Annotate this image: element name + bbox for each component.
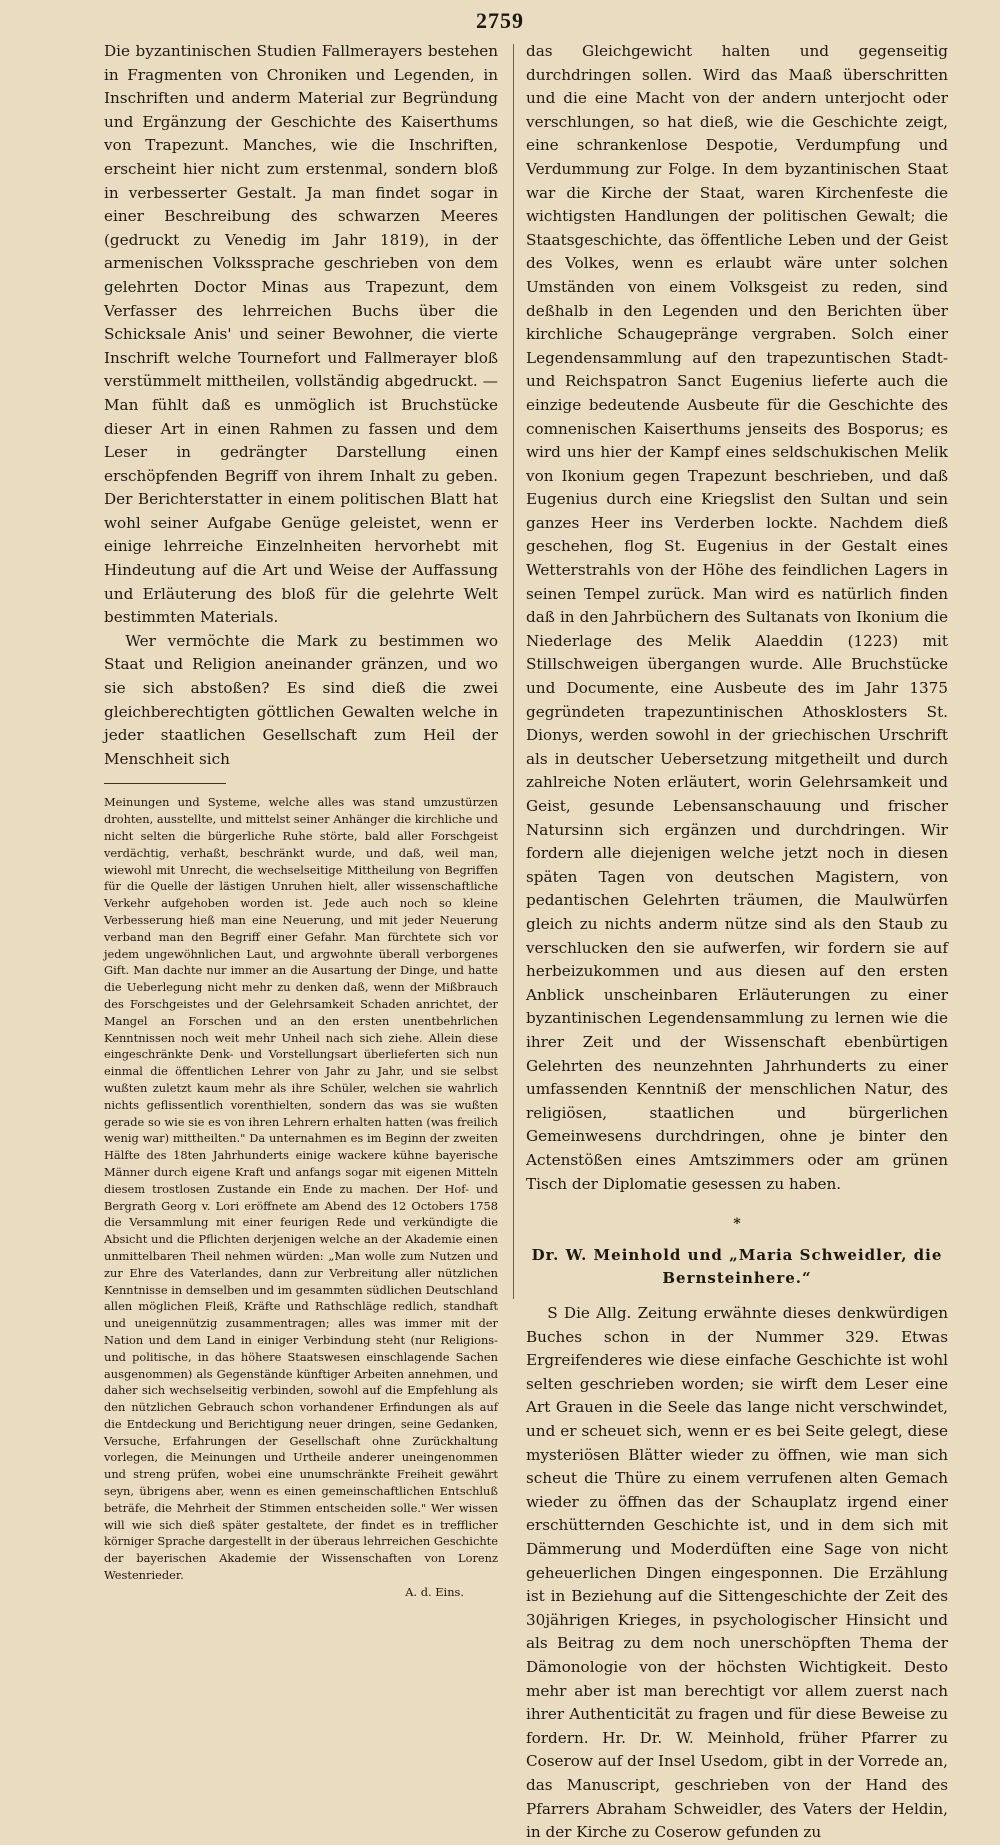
right-paragraph-1: das Gleichgewicht halten und gegenseitig durchdringen sollen. Wird das Maaß überschritten und die eine Macht von der andern unterjocht oder verschlungen, so hat dieß, wie die Geschichte zeigt, eine schrankenlose Despotie, Verdumpfung und Verdummung zur Folge. In dem byzantinischen Staat war die Kirche der Staat, waren Kirchenfeste die wichtigsten Handlungen der politischen Gewalt; die Staatsgeschichte, das öffentliche Leben und der Geist des Volkes, wenn es erlaubt wäre unter solchen Umständen von einem Volksgeist zu reden, sind deßhalb in den Legenden und den Berichten über kirchliche Schaugepränge vergraben. Solch einer Legendensammlung auf den trapezuntischen Stadt- und Reichspatron Sanct Eugenius lieferte auch die einzige bedeutende Ausbeute für die Geschichte des comnenischen Kaiserthums jenseits des Bosporus; es wird uns hier der Kampf eines seldschukischen Melik von Ikonium gegen Trapezunt beschrieben, und daß Eugenius durch eine Kriegslist den Sultan und sein ganzes Heer ins Verderben lockte. Nachdem dieß geschehen, flog St. Eugenius in der Gestalt eines Wetterstrahls von der Höhe des feindlichen Lagers in seinen Tempel zurück. Man wird es natürlich finden daß in den Jahrbüchern des Sultanats von Ikonium die Niederlage des Melik Alaeddin (1223) mit Stillschweigen übergangen wurde. Alle Bruchstücke und Documente, eine Ausbeute des im Jahr 1375 gegründeten trapezuntinischen Athosklosters St. Dionys, werden sowohl in der griechischen Urschrift als in deutscher Uebersetzung mitgetheilt und durch zahlreiche Noten erläutert, worin Gelehrsamkeit und Geist, gesunde Lebensanschauung und frischer Natursinn sich ergänzen und durchdringen. Wir fordern alle diejenigen welche jetzt noch in diesen späten Tagen von deutschen Magistern, von pedantischen Gelehrten träumen, die Maulwürfen gleich zu nichts anderm nütze sind als den Staub zu verschlucken den sie aufwerfen, wir fordern sie auf herbeizukommen und aus diesen auf den ersten Anblick unscheinbaren Erläuterungen zu einer byzantinischen Legendensammlung zu lernen wie die ihrer Zeit und der Wissenschaft ebenbürtigen Gelehrten des neunzehnten Jahrhunderts zu einer umfassenden Kenntniß der menschlichen Natur, des religiösen, staatlichen und bürgerlichen Gemeinwesens durchdringen, ohne je binter den Actenstößen eines Amtszimmers oder am grünen Tisch der Diplomatie gesessen zu haben. bbox=[526, 42, 948, 1193]
left-column bbox=[104, 40, 498, 1599]
footnote-text: Meinungen und Systeme, welche alles was stand umzustürzen drohten, ausstellte, und mittelst seiner Anhänger die kirchliche und nicht selten die bürgerliche Ruhe störte, bald aller Forschgeist verdächtig, verhaßt, beschränkt wurde, und daß, weil man, wiewohl mit Unrecht, die wechselseitige Mittheilung von Begriffen für die Quelle der lästigen Unruhen hielt, aller wissenschaftliche Verkehr aufgehoben worden ist. Jede auch noch so kleine Verbesserung hieß man eine Neuerung, und mit jeder Neuerung verband man den Begriff einer Gefahr. Man fürchtete sich vor jedem ungewöhnlichen Laut, und argwohnte überall verborgenes Gift. Man dachte nur immer an die Ausartung der Dinge, und hatte die Ueberlegung nicht mehr zu denken daß, wenn der Mißbrauch des Forschgeistes und der Gelehrsamkeit Schaden anrichtet, der Mangel an Forschen und an den ersten unentbehrlichen Kenntnissen noch weit mehr Unheil nach sich ziehe. Allein diese eingeschränkte Denk- und Vorstellungsart überlieferten sich nun einmal die öffentlichen Lehrer von Jahr zu Jahr, und sie selbst wußten zuletzt kaum mehr als ihre Schüler, welchen sie wahrlich nichts geflissentlich vorenthielten, sondern das was sie wußten gerade so wie sie es von ihren Lehrern erhalten hatten (was freilich wenig war) mittheilten." Da unternahmen es im Beginn der zweiten Hälfte des 18ten Jahrhunderts einige wackere kühne bayerische Männer durch eigene Kraft und anfangs sogar mit eigenen Mitteln diesem trostlosen Zustande ein Ende zu machen. Der Hof- und Bergrath Georg v. Lori eröffnete am Abend des 12 Octobers 1758 die Versammlung mit einer feurigen Rede und verkündigte die Absicht und die Pflichten derjenigen welche an der Akademie einen unmittelbaren Theil nehmen würden: „Man wolle zum Nutzen und zur Ehre des Vaterlandes, dann zur Verbreitung aller nützlichen Kenntnisse in demselben und im gesammten südlichen Deutschland allen möglichen Fleiß, Kräfte und Rathschläge redlich, standhaft und uneigennützig zusammentragen; alles was immer mit der Nation und dem Land in einiger Verbindung steht (nur Religions- und politische, in das höhere Staatswesen einschlagende Sachen ausgenommen) als Gegenstände künftiger Arbeiten annehmen, und daher sich wechselseitig verbinden, sowohl auf die Empfehlung als den nützlichen Gebrauch schon vorhandener Erfindungen als auf die Entdeckung und Berichtigung neuer dringen, seine Gedanken, Versuche, Erfahrungen der Gesellschaft ohne Zurückhaltung vorlegen, die Meinungen und Urtheile anderer uneingenommen und streng prüfen, wobei eine unumschränkte Freiheit gewährt seyn, übrigens aber, wenn es einen gemeinschaftlichen Entschluß beträfe, die Mehrheit der Stimmen entscheiden solle." Wer wissen will wie sich dieß später gestaltete, der findet es in trefflicher körniger Sprache dargestellt in der überaus lehrreichen Geschichte der bayerischen Akademie der Wissenschaften von Lorenz Westenrieder. bbox=[104, 795, 498, 1583]
right-column bbox=[526, 40, 948, 1842]
section-separator: * bbox=[733, 1216, 741, 1233]
footnote-signature: A. d. Eins. bbox=[405, 1584, 464, 1599]
left-paragraph-1: Die byzantinischen Studien Fallmerayers bestehen in Fragmenten von Chroniken und Legenden, in Inschriften und anderm Material zur Begründung und Ergänzung der Geschichte des Kaiserthums von Trapezunt. Manches, wie die Inschriften, erscheint hier nicht zum erstenmal, sondern bloß in verbesserter Gestalt. Ja man findet sogar in einer Beschreibung des schwarzen Meeres (gedruckt zu Venedig im Jahr 1819), in der armenischen Volkssprache geschrieben von dem gelehrten Doctor Minas aus Trapezunt, dem Verfasser des lehrreichen Buchs über die Schicksale Anis' und seiner Bewohner, die vierte Inschrift welche Tournefort und Fallmerayer bloß verstümmelt mittheilen, vollständig abgedruckt. — Man fühlt daß es unmöglich ist Bruchstücke dieser Art in einen Rahmen zu fassen und dem Leser in gedrängter Darstellung einen erschöpfenden Begriff von ihrem Inhalt zu geben. Der Berichterstatter in einem politischen Blatt hat wohl seiner Aufgabe Genüge geleistet, wenn er einige lehrreiche Einzelnheiten hervorhebt mit Hindeutung auf die Art und Weise der Auffassung und Erläuterung des bloß für die gelehrte Welt bestimmten Materials. bbox=[104, 42, 498, 627]
article-heading: Dr. W. Meinhold und „Maria Schweidler, die Bernsteinhere.“ bbox=[531, 1246, 943, 1288]
page-number: 2759 bbox=[476, 8, 524, 33]
column-divider bbox=[513, 44, 514, 1299]
footnote-divider bbox=[104, 783, 226, 784]
left-paragraph-2: Wer vermöchte die Mark zu bestimmen wo Staat und Religion aneinander gränzen, und wo sie sich abstoßen? Es sind dieß die zwei gleichberechtigten göttlichen Gewalten welche in jeder staatlichen Gesellschaft zum Heil der Menschheit sich bbox=[104, 631, 498, 768]
right-paragraph-2: S Die Allg. Zeitung erwähnte dieses denkwürdigen Buches schon in der Nummer 329. Etwas Ergreifenderes wie diese einfache Geschichte ist wohl selten geschrieben worden; sie wirft dem Leser eine Art Grauen in die Seele das lange nicht verschwindet, und er scheuet sich, wenn er es bei Seite gelegt, diese mysteriösen Blätter wieder zu öffnen, wie man sich scheut die Thüre zu einem verrufenen alten Gemach wieder zu öffnen das der Schauplatz irgend einer erschütternden Geschichte ist, und in dem sich mit Dämmerung und Moderdüften eine Sage von nicht geheuerlichen Dingen eingesponnen. Die Erzählung ist in Beziehung auf die Sittengeschichte der Zeit des 30jährigen Krieges, in psychologischer Hinsicht und als Beitrag zu dem noch unerschöpften Thema der Dämonologie von der höchsten Wichtigkeit. Desto mehr aber ist man berechtigt vor allem zuerst nach ihrer Authenticität zu fragen und für diese Beweise zu fordern. Hr. Dr. W. Meinhold, früher Pfarrer zu Coserow auf der Insel Usedom, gibt in der Vorrede an, das Manuscript, geschrieben von der Hand des Pfarrers Abraham Schweidler, des Vaters der Heldin, in der Kirche zu Coserow gefunden zu bbox=[526, 1304, 948, 1842]
